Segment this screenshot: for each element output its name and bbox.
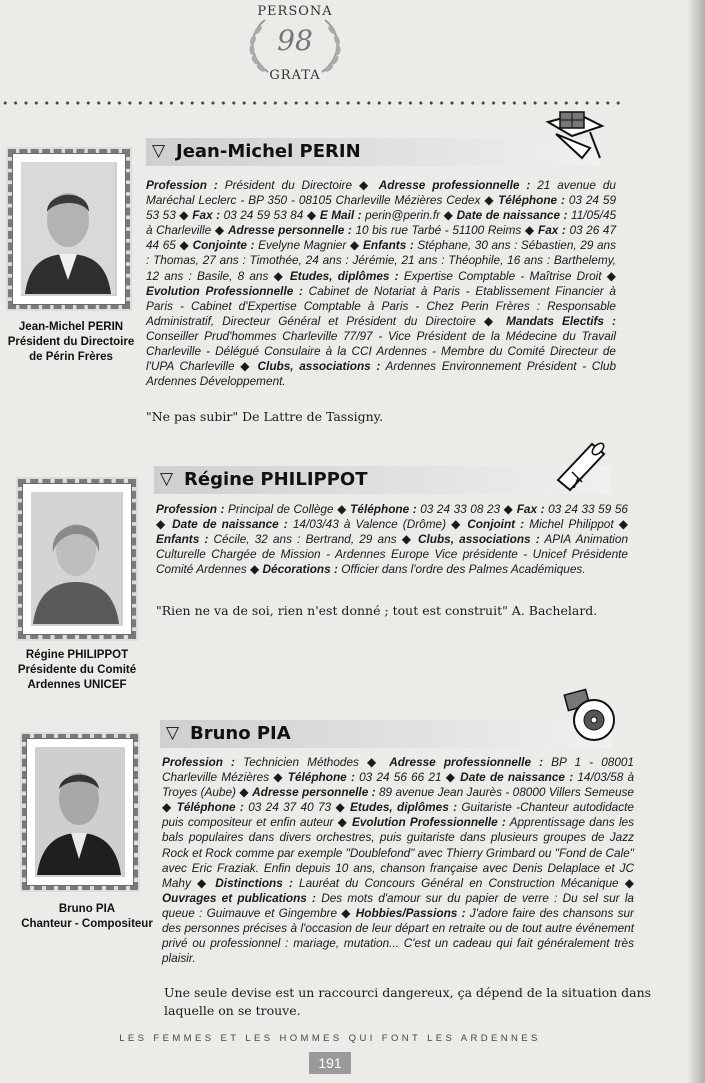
- page-edge-shadow: [687, 0, 705, 1083]
- entry-name-bar: [146, 138, 600, 166]
- entry-quote: "Ne pas subir" De Lattre de Tassigny.: [146, 409, 384, 424]
- triangle-marker-icon: ▽: [166, 723, 180, 743]
- logo-bottom-text: GRATA: [269, 68, 321, 83]
- portrait-silhouette: [21, 162, 115, 294]
- entry-bio: Profession : Principal de Collège ◆ Téléphone : 03 24 33 08 23 ◆ Fax : 03 24 33 59 56 ◆ Date de naissance : 14/03/43 à Valence (Drôme) ◆ Conjoint : Michel Philippot ◆ Enfants : Cécile, 32 ans : Bertrand, 29 ans ◆ Clubs, associations : APIA Animation Culturelle Chargée de Mission - Ardennes Europe Vice présidente - Unicef Présidente Comité Ardennes ◆ Décorations : Officier dans l'ordre des Palmes Académiques.: [156, 502, 629, 577]
- entry-quote: Une seule devise est un raccourci dangereux, ça dépend de la situation dans laquelle on se trouve.: [164, 985, 652, 1018]
- triangle-marker-icon: ▽: [160, 469, 174, 489]
- entry-bio: Profession : Président du Directoire ◆ Adresse professionnelle : 21 avenue du Maréchal Leclerc - BP 350 - 08105 Charleville Mézières Cedex ◆ Téléphone : 03 24 59 53 53 ◆ Fax : 03 24 59 53 84 ◆ E Mail : perin@perin.fr ◆ Date de naissance : 11/05/45 à Charleville ◆ Adresse personnelle : 10 bis rue Tarbé - 51100 Reims ◆ Fax : 03 26 47 44 65 ◆ Conjointe : Evelyne Magnier ◆ Enfants : Stéphane, 30 ans : Sébastien, 29 ans : Thomas, 27 ans : Timothée, 24 ans : Jérémie, 21 ans : Théophile, 16 ans : Barthelemy, 12 ans : Basile, 8 ans ◆ Etudes, diplômes : Expertise Comptable - Maîtrise Droit ◆ Evolution Professionnelle : Cabinet de Notariat à Paris - Etablissement Financier à Paris - Cabinet d'Expertise Comptable à Paris - Chez Perin Frères : Responsable Administratif, Directeur Général et Président du Directoire ◆ Mandats Electifs : Conseiller Prud'hommes Charleville 77/97 - Vice Président de la Médecine du Travail Charleville - Délégué Consulaire à la CCI Ardennes - Membre du Comité Directeur de l'UPA Charleville ◆ Clubs, associations : Ardennes Environnement Président - Club Ardennes Développement.: [146, 178, 617, 389]
- entry-name: Jean-Michel PERIN: [176, 141, 361, 162]
- triangle-marker-icon: ▽: [152, 141, 166, 161]
- entry-quote: "Rien ne va de soi, rien n'est donné ; tout est construit" A. Bachelard.: [156, 603, 598, 618]
- entry-name: Régine PHILIPPOT: [184, 469, 368, 490]
- portrait-photo: [22, 483, 132, 635]
- logo-number: 98: [277, 24, 313, 57]
- portrait-silhouette: [35, 747, 123, 875]
- persona-grata-logo: [230, 2, 360, 86]
- portrait-caption: Régine PHILIPPOT Présidente du Comité Ardennes UNICEF: [17, 649, 137, 691]
- portrait-photo: [12, 153, 126, 305]
- portrait-caption: Bruno PIA Chanteur - Compositeur: [21, 903, 153, 930]
- logo-top-text: PERSONA: [257, 4, 333, 19]
- page-number: 191: [309, 1052, 351, 1074]
- entry-name-bar: [160, 720, 612, 748]
- music-cd-icon: [560, 686, 620, 748]
- entry-bio: Profession : Technicien Méthodes ◆ Adresse professionnelle : BP 1 - 08001 Charleville Mézières ◆ Téléphone : 03 24 56 66 21 ◆ Date de naissance : 14/03/58 à Troyes (Aube) ◆ Adresse personnelle : 89 avenue Jean Jaurès - 08000 Villers Semeuse ◆ Téléphone : 03 24 37 40 73 ◆ Etudes, diplômes : Guitariste -Chanteur autodidacte puis compositeur et enfin auteur ◆ Evolution Professionnelle : Apprentissage dans les bals populaires dans divers orchestres, puis guitariste dans plusieurs groupes de Jazz Rock et Rock comme par exemple "Doublefond" avec Thierry Grimbard ou "Fond de Cale" avec Eric Fraziak. Enfin depuis 10 ans, chanson française avec Denis Delaplace et JC Mahy ◆ Distinctions : Lauréat du Concours Général en Construction Mécanique ◆ Ouvrages et publications : Des mots d'amour sur du papier de verre : Du sel sur la queue : Guimauve et Gingembre ◆ Hobbies/Passions : J'adore faire des chansons sur des personnes précises à l'occasion de leur départ en retraite ou de tout autre événement privé ou professionnel : mariage, mutation... C'est un cadeau qui fait généralement très plaisir.: [162, 755, 635, 966]
- entry-name-bar: [154, 466, 610, 494]
- portrait-caption: Jean-Michel PERIN Président du Directoire de Périn Frères: [7, 321, 135, 363]
- graduation-cap-icon: [542, 108, 606, 172]
- dotted-divider: [0, 98, 620, 108]
- diploma-scroll-icon: [552, 436, 614, 498]
- entry-name: Bruno PIA: [190, 723, 291, 744]
- portrait-silhouette: [31, 492, 121, 624]
- portrait-photo: [26, 738, 134, 886]
- footer-title: LES FEMMES ET LES HOMMES QUI FONT LES ARDENNES: [119, 1033, 541, 1044]
